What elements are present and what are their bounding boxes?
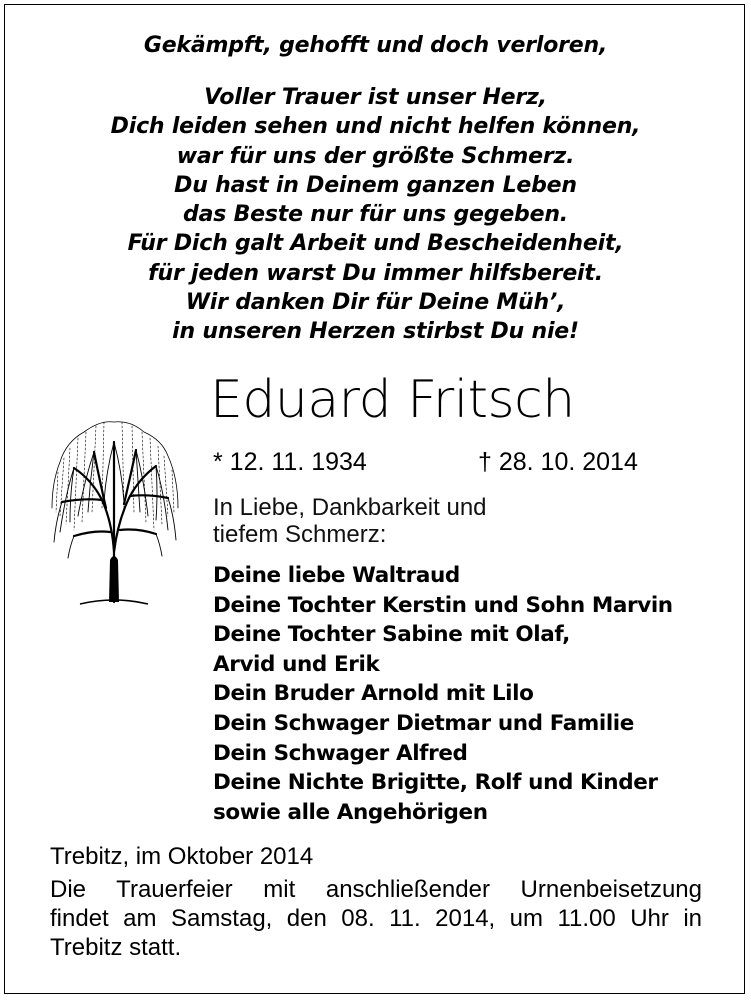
place-date: Trebitz, im Oktober 2014 bbox=[50, 843, 314, 870]
mourner-line: Deine Tochter Sabine mit Olaf, bbox=[213, 622, 570, 648]
poem-heading bbox=[0, 31, 751, 60]
poem-line: Für Dich galt Arbeit und Bescheidenheit, bbox=[127, 231, 624, 257]
poem-heading-line: Gekämpft, gehofft und doch verloren, bbox=[143, 33, 608, 58]
mourner-line: Deine liebe Waltraud bbox=[213, 563, 460, 588]
poem-line: Wir danken Dir für Deine Müh’, bbox=[185, 290, 566, 316]
mourner-line: sowie alle Angehörigen bbox=[213, 799, 488, 825]
poem-line: war für uns der größte Schmerz. bbox=[176, 143, 575, 169]
intro-line: In Liebe, Dankbarkeit und bbox=[213, 494, 487, 521]
mourner-line: Dein Bruder Arnold mit Lilo bbox=[213, 681, 534, 707]
poem bbox=[0, 83, 751, 347]
ceremony-line: findet am Samstag, den 08. 11. 2014, um 11.00 Uhr in bbox=[50, 905, 702, 932]
poem-line: Voller Trauer ist unser Herz, bbox=[204, 85, 547, 110]
willow-tree-icon bbox=[44, 412, 184, 610]
birth-date: * 12. 11. 1934 bbox=[213, 448, 367, 476]
mourner-line: Deine Nichte Brigitte, Rolf und Kinder bbox=[213, 770, 658, 796]
intro-line: tiefem Schmerz: bbox=[213, 521, 387, 548]
ceremony-line: Die Trauerfeier mit anschließender Urnenbeisetzung bbox=[50, 876, 702, 903]
poem-line: für jeden warst Du immer hilfsbereit. bbox=[148, 260, 603, 286]
intro-text bbox=[213, 494, 487, 548]
mourner-line: Deine Tochter Kerstin und Sohn Marvin bbox=[213, 592, 673, 618]
mourner-line: Dein Schwager Dietmar und Familie bbox=[213, 710, 634, 736]
deceased-name: Eduard Fritsch bbox=[210, 370, 575, 430]
ceremony-notice bbox=[50, 875, 702, 962]
mourner-line: Dein Schwager Alfred bbox=[213, 740, 468, 766]
mourner-line: Arvid und Erik bbox=[213, 651, 380, 677]
poem-line: das Beste nur für uns gegeben. bbox=[183, 202, 568, 228]
ceremony-line: Trebitz statt. bbox=[50, 934, 182, 961]
death-date: † 28. 10. 2014 bbox=[478, 448, 638, 476]
poem-line: Dich leiden sehen und nicht helfen können, bbox=[110, 114, 641, 140]
poem-line: in unseren Herzen stirbst Du nie! bbox=[172, 319, 579, 345]
mourners-list bbox=[213, 561, 673, 827]
poem-line: Du hast in Deinem ganzen Leben bbox=[174, 172, 577, 198]
